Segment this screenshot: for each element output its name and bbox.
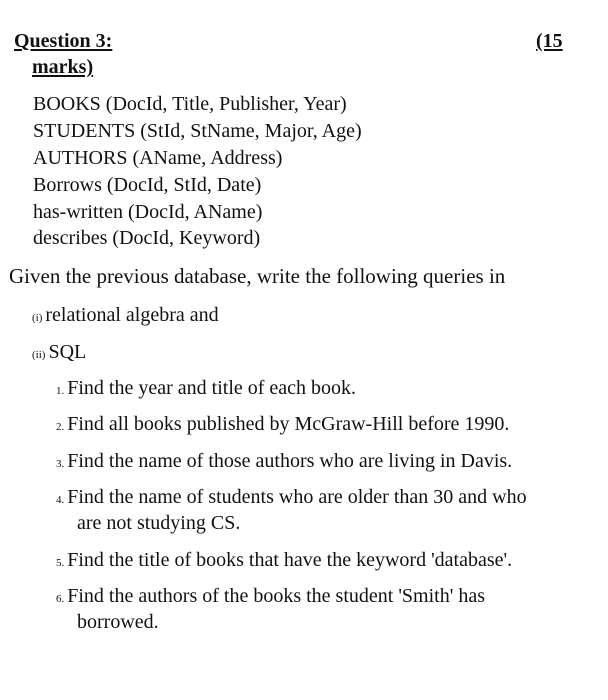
query-item [56,583,485,612]
part-sql [32,339,86,368]
query-item [56,484,527,513]
schema-describes: describes (DocId, Keyword) [33,227,261,249]
query-item [56,411,509,440]
marks-label-open: (15 [536,30,563,52]
schema-authors: AUTHORS (AName, Address) [33,147,283,169]
query-item [56,375,356,404]
marks-label-close: marks) [32,56,94,78]
query-item [56,448,512,477]
query-number: 4. [56,494,65,506]
query-text: Find the authors of the books the student 'Smith' has [67,585,485,607]
query-number: 1. [56,385,65,397]
schema-borrows: Borrows (DocId, StId, Date) [33,174,262,196]
query-number: 6. [56,593,65,605]
part-text: SQL [48,341,87,363]
query-number: 3. [56,458,65,470]
query-number: 5. [56,557,65,569]
instruction-text: Given the previous database, write the following queries in [9,264,506,288]
part-marker: (i) [32,312,43,324]
query-continuation: borrowed. [77,611,159,633]
query-text: Find all books published by McGraw-Hill before 1990. [67,413,510,435]
query-item [56,547,512,576]
schema-students: STUDENTS (StId, StName, Major, Age) [33,120,362,142]
part-text: relational algebra and [45,304,219,326]
part-relational-algebra [32,302,219,331]
query-text: Find the year and title of each book. [67,377,357,399]
query-continuation: are not studying CS. [77,512,241,534]
schema-books: BOOKS (DocId, Title, Publisher, Year) [33,93,347,115]
part-marker: (ii) [32,349,46,361]
query-text: Find the name of students who are older than 30 and who [67,486,527,508]
schema-has-written: has-written (DocId, AName) [33,201,263,223]
query-number: 2. [56,421,65,433]
query-text: Find the title of books that have the keyword 'database'. [67,549,513,571]
query-text: Find the name of those authors who are living in Davis. [67,450,513,472]
question-title: Question 3: [14,30,113,52]
